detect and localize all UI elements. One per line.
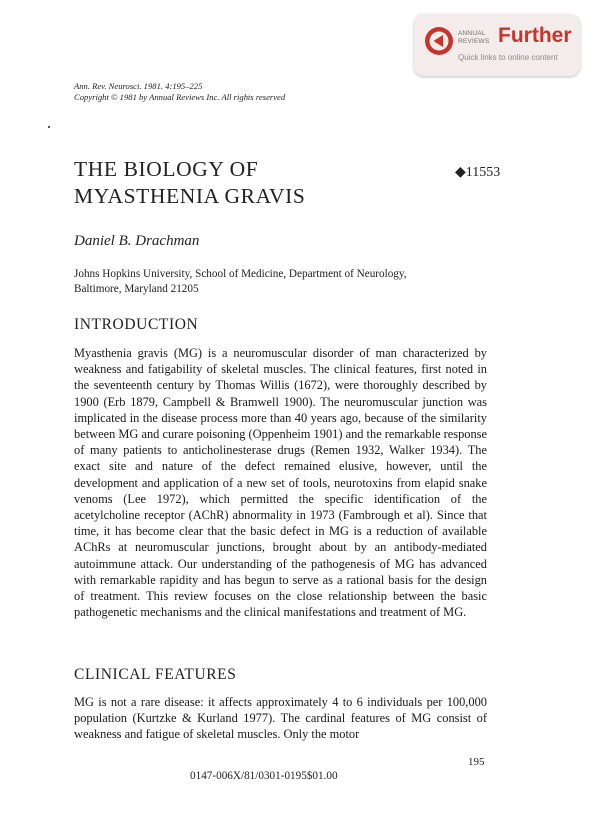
copyright-line: Copyright © 1981 by Annual Reviews Inc. All rights reserved xyxy=(74,92,286,102)
badge-further-label: Further xyxy=(498,24,572,47)
article-title xyxy=(74,156,305,210)
badge-org-name xyxy=(458,30,498,45)
clinical-features-paragraph: MG is not a rare disease: it affects approximately 4 to 6 individuals per 100,000 population (Kurtzke & Kurland 1977). The cardinal features of MG consist of weakness and fatigue of skeletal muscles. Only the motor xyxy=(74,695,487,742)
introduction-heading: INTRODUCTION xyxy=(74,316,199,333)
page-number: 195 xyxy=(468,756,485,768)
affiliation-line1: Johns Hopkins University, School of Medicine, Department of Neurology, xyxy=(74,268,407,280)
article-id: ◆11553 xyxy=(455,165,501,180)
annual-reviews-logo-icon xyxy=(424,26,454,56)
title-line2: MYASTHENIA GRAVIS xyxy=(74,184,306,208)
badge-org-line2: REVIEWS xyxy=(458,37,490,45)
issn-code: 0147-006X/81/0301-0195$01.00 xyxy=(190,770,338,782)
clinical-features-heading: CLINICAL FEATURES xyxy=(74,666,237,683)
affiliation xyxy=(74,267,407,297)
citation-block xyxy=(74,81,285,103)
author-name: Daniel B. Drachman xyxy=(74,233,200,249)
badge-subtitle: Quick links to online content xyxy=(458,53,558,62)
affiliation-line2: Baltimore, Maryland 21205 xyxy=(74,283,199,295)
scan-speck xyxy=(48,126,50,128)
badge-org-line1: ANNUAL xyxy=(458,30,486,37)
citation-line1: Ann. Rev. Neurosci. 1981. 4:195–225 xyxy=(74,81,203,91)
further-badge[interactable] xyxy=(414,14,580,76)
title-line1: THE BIOLOGY OF xyxy=(74,157,259,181)
introduction-paragraph: Myasthenia gravis (MG) is a neuromuscular disorder of man characterized by weakness and fatigability of skeletal muscles. The clinical features, first noted in the seventeenth century by Thomas Willis (1672), were thoroughly described by 1900 (Erb 1879, Campbell & Bramwell 1900). The neuromuscular junction was implicated in the disease process more than 40 years ago, because of the similarity between MG and curare poisoning (Oppenheim 1901) and the remarkable response of many patients to anticholinesterase drugs (Remen 1932, Walker 1934). The exact site and nature of the defect remained elusive, however, until the development and application of a new set of tools, neurotoxins from elapid snake venoms (Lee 1972), which permitted the specific identification of the acetylcholine receptor (AChR) abnormality in 1973 (Fambrough et al). Since that time, it has become clear that the basic defect in MG is a reduction of available AChRs at neuromuscular junctions, brought about by an antibody-mediated autoimmune attack. Our understanding of the pathogenesis of MG has advanced with remarkable rapidity and has begun to serve as a rational basis for the design of treatment. This review focuses on the close relationship between the basic pathogenetic mechanisms and the clinical manifestations and treatment of MG. xyxy=(74,346,487,620)
